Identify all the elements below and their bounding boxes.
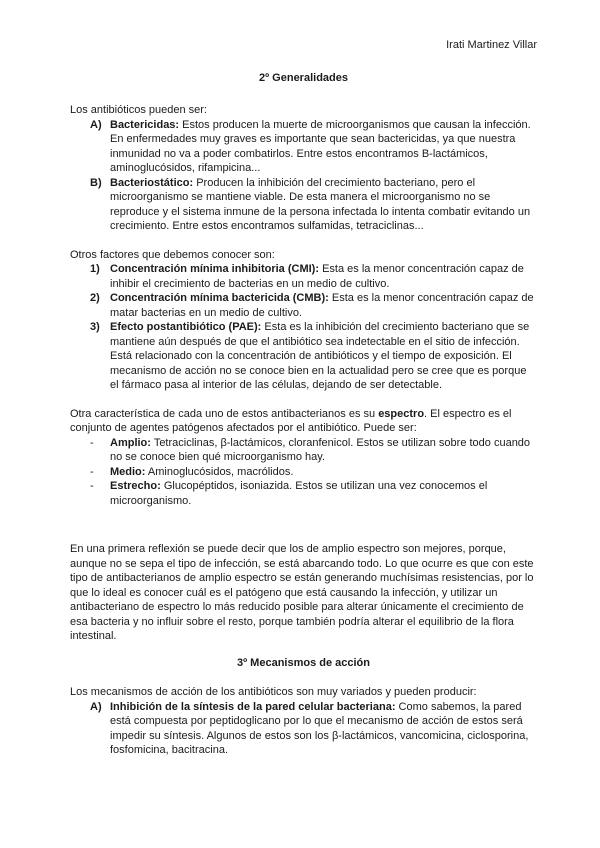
term-bacteriostatico: Bacteriostático: (110, 176, 194, 189)
term-inhibicion-pared: Inhibición de la síntesis de la pared celular bacteriana: (110, 700, 396, 713)
term-estrecho: Estrecho: (110, 480, 161, 492)
list-item-inhibicion-pared (70, 700, 537, 758)
term-pae: Efecto postantibiótico (PAE): (110, 321, 262, 333)
mechanisms-list (70, 700, 537, 758)
list-marker: 2) (90, 292, 100, 304)
list-marker: 1) (90, 263, 100, 275)
spectrum-paragraph (70, 407, 537, 436)
item-text: Tetraciclinas, β-lactámicos, cloranfenicol. Estos se utilizan sobre todo cuando no se conoce bien qué microorganismo hay. (110, 436, 531, 463)
dash-marker: - (90, 465, 94, 478)
section-title-generalidades: 2º Generalidades (258, 71, 348, 84)
reflection-paragraph: En una primera reflexión se puede decir que los de amplio espectro son mejores, porque, aunque no se sepa el tipo de infección, se está abarcando todo. Lo que ocurre es que con este tipo de antibacterianos de amplio espectro se están generando muchísimas resistencias, por lo que lo ideal es conocer cuál es el patógeno que está causando la infección, y utilizar un antibacteriano de espectro lo más reducido posible para alterar únicamente el crecimiento de esa bacteria y no influir sobre el resto, porque también podría alterar el equilibrio de la flora intestinal. (70, 543, 534, 642)
list-item-estrecho (70, 479, 537, 508)
list-marker: A) (90, 700, 102, 713)
list-marker: 3) (90, 321, 100, 333)
item-text: Como sabemos, la pared está compuesta por peptidoglicano por lo que el mecanismo de acción de estos será impedir su síntesis. Algunos de estos son los β-lactámicos, vancomicina, ciclosporina, fosfomicina, bacitracina. (110, 700, 529, 756)
spectrum-lead: Otra característica de cada uno de estos antibacterianos es su (70, 407, 376, 420)
list-item-cmi (70, 262, 537, 291)
list-item-amplio (70, 436, 537, 465)
term-cmb: Concentración mínima bactericida (CMB): (110, 292, 329, 304)
list-marker: A) (90, 118, 102, 131)
item-text: Esta es la inhibición del crecimiento bacteriano que se mantiene aún después de que el antibiótico sea indetectable en el sitio de infección. Está relacionado con la concentración de antibióticos y el tiempo de exposición. El mecanismo de acción no se conoce bien en la actualidad pero se cree que es porque el fármaco pasa al interior de las células, dejando de ser detectable. (110, 321, 530, 391)
term-amplio: Amplio: (110, 436, 151, 449)
mechanisms-intro: Los mecanismos de acción de los antibióticos son muy variados y pueden producir: (70, 686, 477, 698)
list-item-pae (70, 320, 537, 393)
item-text: Esta es la menor concentración capaz de matar bacterias en un medio de cultivo. (110, 292, 534, 319)
list-item-bactericidas (70, 118, 537, 176)
factors-list (70, 262, 537, 393)
list-marker: B) (90, 176, 102, 189)
spectrum-tail: . El espectro es el conjunto de agentes patógenos afectados por el antibiótico. Puede ser: (70, 407, 512, 434)
factors-intro: Otros factores que debemos conocer son: (70, 248, 275, 261)
item-text: Producen la inhibición del crecimiento bacteriano, pero el microorganismo se mantiene viable. De esta manera el microorganismo no se reproduce y el sistema inmune de la persona infectada lo intenta combatir evitando un crecimiento. Entre estos encontramos sulfamidas, tetraciclinas... (110, 176, 531, 232)
dash-marker: - (90, 436, 94, 449)
item-text: Estos producen la muerte de microorganismos que causan la infección. En enfermedades muy graves es importante que sean bactericidas, ya que nuestra inmunidad no va a poder combatirlos. Entre estos encontramos B-lactámicos, aminoglucósidos, rifampicina... (110, 118, 531, 174)
term-cmi: Concentración mínima inhibitoria (CMI): (110, 263, 320, 275)
list-item-bacteriostatico (70, 176, 537, 234)
item-text: Esta es la menor concentración capaz de inhibir el crecimiento de bacterias en un medio de cultivo. (110, 263, 524, 290)
antibiotic-types-intro: Los antibióticos pueden ser: (70, 104, 207, 116)
antibiotic-types-list (70, 118, 537, 234)
spectrum-term: espectro (378, 407, 425, 420)
list-item-cmb (70, 291, 537, 320)
list-item-medio (70, 465, 537, 480)
dash-marker: - (90, 480, 94, 492)
term-medio: Medio: (110, 465, 146, 478)
section-title-mecanismos: 3º Mecanismos de acción (236, 656, 370, 669)
item-text: Aminoglucósidos, macrólidos. (147, 465, 294, 478)
item-text: Glucopéptidos, isoniazida. Estos se utilizan una vez conocemos el microorganismo. (110, 480, 488, 507)
term-bactericidas: Bactericidas: (110, 118, 180, 131)
author-name: Irati Martinez Villar (446, 39, 537, 51)
spectrum-list (70, 436, 537, 509)
